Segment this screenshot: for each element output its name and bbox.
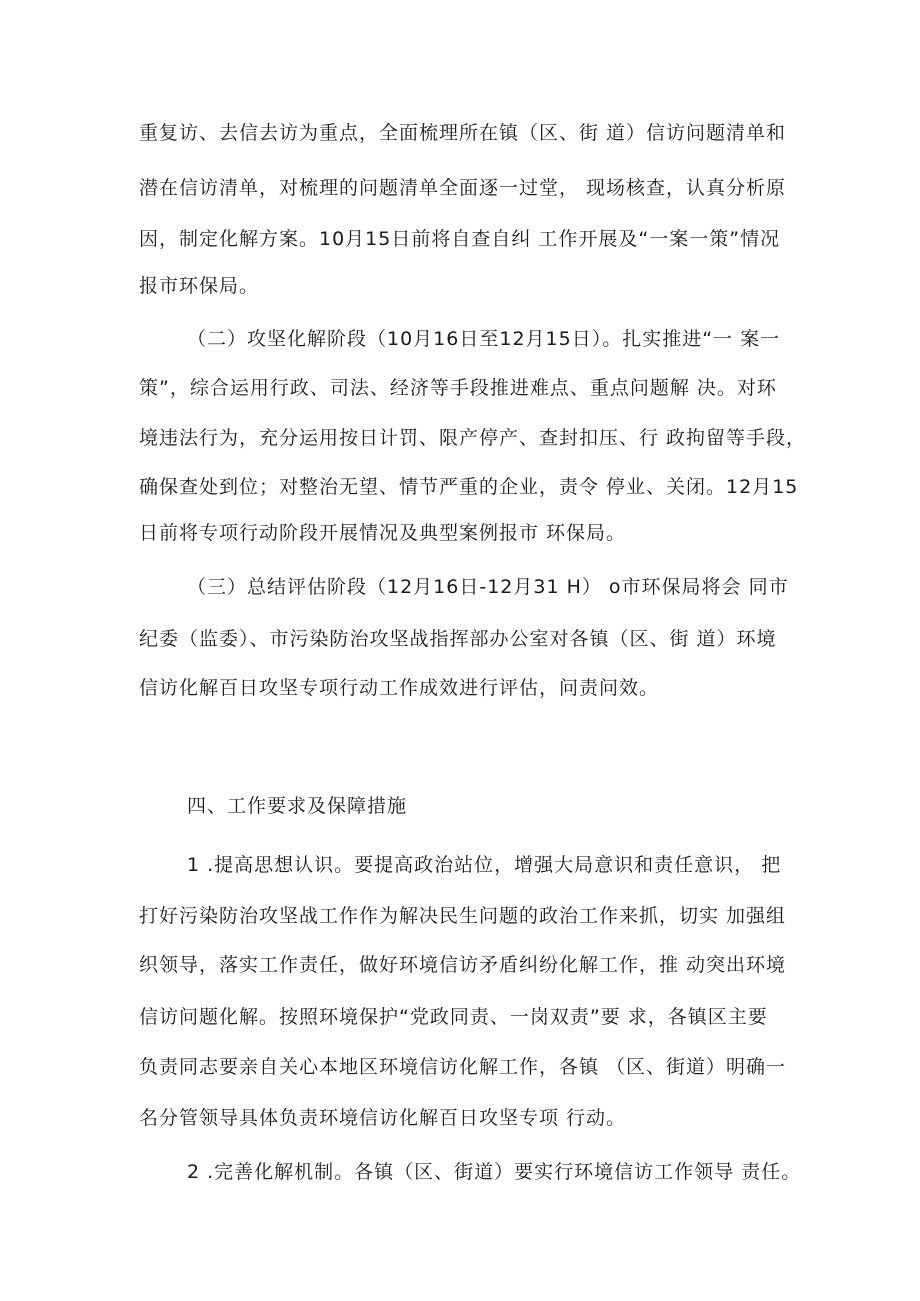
paragraph-4-line-3: 织领导，落实工作责任，做好环境信访矛盾纠纷化解工作，推 动突出环境 [139, 954, 787, 976]
paragraph-3-line-1: （三）总结评估阶段（12月16日-12月31 H） o市环保局将会 同市 [187, 576, 789, 598]
paragraph-1-line-1: 重复访、去信去访为重点，全面梳理所在镇（区、街 道）信访问题清单和 [139, 122, 787, 144]
paragraph-2-line-2: 策”，综合运用行政、司法、经济等手段推进难点、重点问题解 决。对环 [139, 377, 777, 399]
paragraph-1-line-3: 因，制定化解方案。10月15日前将自查自纠 工作开展及“一案一策”情况 [139, 228, 781, 250]
paragraph-4-line-5: 负责同志要亲自关心本地区环境信访化解工作，各镇 （区、街道）明确一 [139, 1056, 787, 1078]
paragraph-5-line-1: 2 .完善化解机制。各镇（区、街道）要实行环境信访工作领导 责任。 [187, 1161, 802, 1183]
paragraph-4-line-1: 1 .提高思想认识。要提高政治站位，增强大局意识和责任意识， 把 [187, 854, 782, 876]
paragraph-4-line-4: 信访问题化解。按照环境保护“党政同责、一岗双责”要 求，各镇区主要 [139, 1006, 768, 1028]
paragraph-3-line-2: 纪委（监委）、市污染防治攻坚战指挥部办公室对各镇（区、街 道）环境 [139, 628, 777, 650]
section-heading: 四、工作要求及保障措施 [187, 795, 408, 817]
paragraph-2-line-4: 确保查处到位；对整治无望、情节严重的企业，责令 停业、关闭。12月15 [139, 476, 799, 498]
paragraph-2-line-1: （二）攻坚化解阶段（10月16日至12月15日）。扎实推进“一 案一 [187, 328, 781, 350]
paragraph-4-line-6: 名分管领导具体负责环境信访化解百日攻坚专项 行动。 [139, 1107, 627, 1129]
paragraph-3-line-3: 信访化解百日攻坚专项行动工作成效进行评估，问责问效。 [139, 677, 660, 699]
paragraph-4-line-2: 打好污染防治攻坚战工作作为解决民生问题的政治工作来抓，切实 加强组 [139, 905, 787, 927]
paragraph-2-line-5: 日前将专项行动阶段开展情况及典型案例报市 环保局。 [139, 522, 627, 544]
paragraph-1-line-2: 潜在信访清单，对梳理的问题清单全面逐一过堂， 现场核查，认真分析原 [139, 177, 787, 199]
paragraph-1-line-4: 报市环保局。 [139, 275, 260, 297]
paragraph-2-line-3: 境违法行为，充分运用按日计罚、限产停产、查封扣压、行 政拘留等手段， [139, 427, 807, 449]
